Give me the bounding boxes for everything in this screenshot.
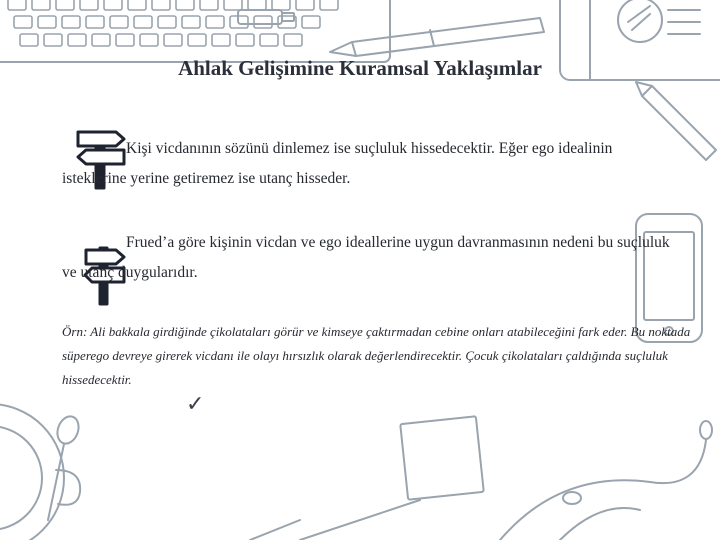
pen-icon xyxy=(330,18,544,56)
sticky-note-icon xyxy=(400,416,484,500)
paragraph-freud: Frued’a göre kişinin vicdan ve ego ideallerine uygun davranmasının nedeni bu suçluluk ve utanç duygularıdır. xyxy=(62,234,670,281)
paragraph-guilt: Kişi vicdanının sözünü dinlemez ise suçluluk hissedecektir. Eğer ego idealinin isteklerine yerine getiremez ise utanç hisseder. xyxy=(62,140,613,187)
coffee-cup-icon xyxy=(0,404,80,540)
earphones-icon xyxy=(500,421,712,540)
example-text: Örn: Ali bakkala girdiğinde çikolataları görür ve kimseye çaktırmadan cebine onları atabileceğini fark eder. Bu noktada süperego devreye girerek vicdanı ile olayı hırsızlık olarak değerlendirecektir. Çocuk çikolataları çaldığında suçluluk hissedecektir. xyxy=(62,324,691,387)
checkmark-icon: ✓ xyxy=(186,392,205,417)
slide-title: Ahlak Gelişimine Kuramsal Yaklaşımlar xyxy=(178,56,542,80)
usb-stick-icon xyxy=(238,10,294,24)
ruler-icon xyxy=(250,500,420,540)
